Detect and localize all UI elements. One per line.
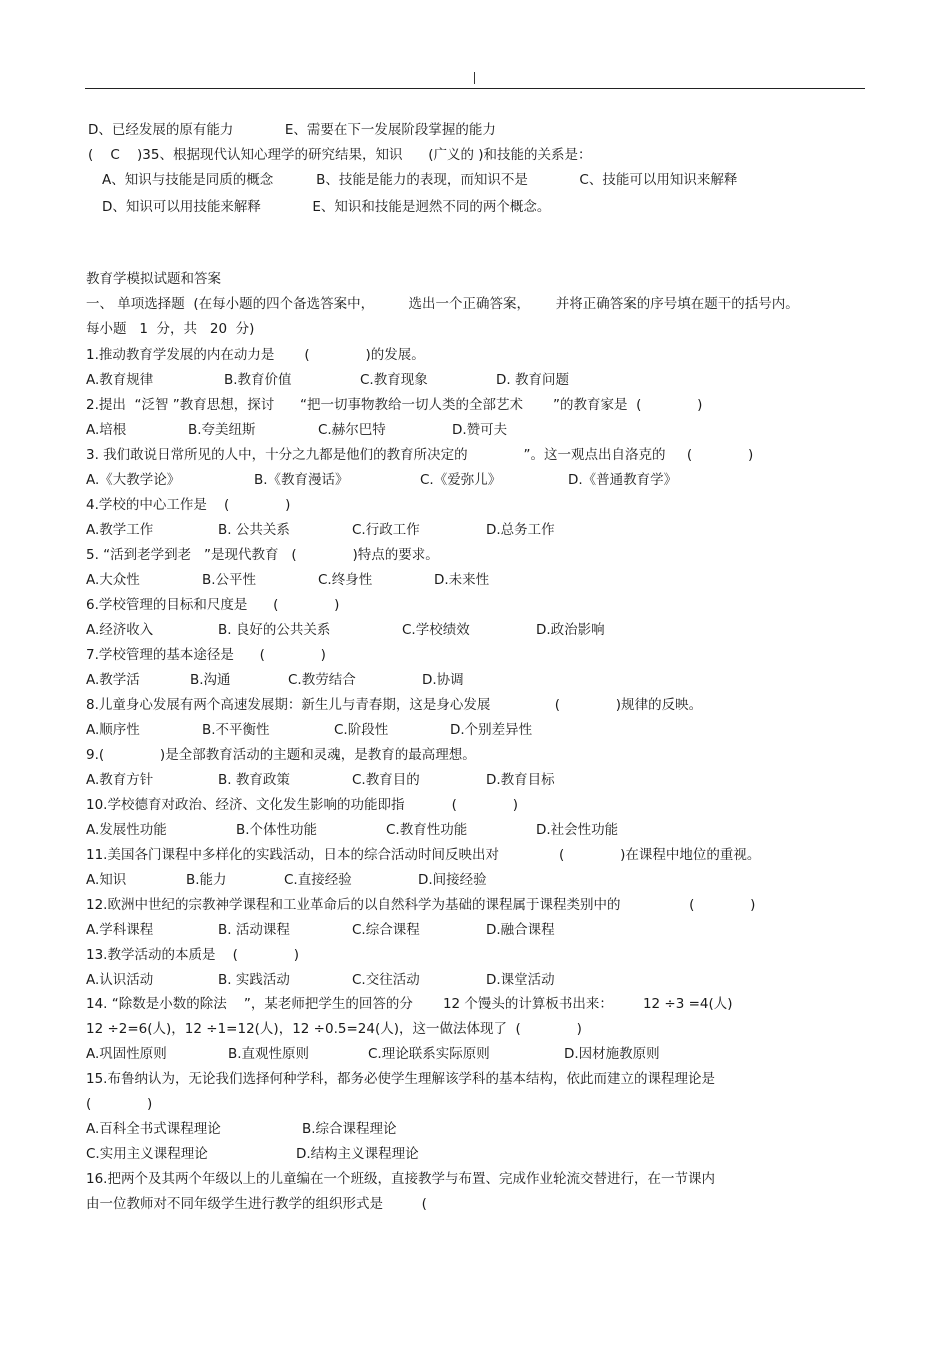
option-c: C.《爱弥儿》 bbox=[420, 472, 502, 488]
instructions-line-1: 一、 单项选择题 (在每小题的四个备选答案中， 选出一个正确答案， 并将正确答案的序号填在题干的括号内。 bbox=[86, 296, 799, 312]
option-b: B.教育价值 bbox=[224, 372, 292, 388]
option-b: B.《教育漫话》 bbox=[254, 472, 349, 488]
prev-options-de2: D、知识可以用技能来解释 E、知识和技能是迥然不同的两个概念。 bbox=[102, 199, 551, 215]
option-d: D.课堂活动 bbox=[486, 972, 555, 988]
question-stem-cont: 由一位教师对不同年级学生进行教学的组织形式是 ( bbox=[86, 1196, 427, 1212]
option-a: A.教学活 bbox=[86, 672, 140, 688]
option-c: C.终身性 bbox=[318, 572, 373, 588]
question-stem: 1.推动教育学发展的内在动力是 ( )的发展。 bbox=[86, 347, 425, 363]
option-c: C.实用主义课程理论 bbox=[86, 1146, 208, 1162]
option-b: B. 教育政策 bbox=[218, 772, 290, 788]
option-d: D.社会性功能 bbox=[536, 822, 619, 838]
option-a: A.教育方针 bbox=[86, 772, 154, 788]
option-d: D. 教育问题 bbox=[496, 372, 569, 388]
question-stem: 10.学校德育对政治、经济、文化发生影响的功能即指 ( ) bbox=[86, 797, 518, 813]
question-stem: 3. 我们敢说日常所见的人中，十分之九都是他们的教育所决定的 ”。这一观点出自洛克的 ( ) bbox=[86, 447, 754, 463]
question-stem-cont: 12 ÷2=6(人)，12 ÷1=12(人)，12 ÷0.5=24(人)，这一做法体现了 ( ) bbox=[86, 1021, 582, 1037]
option-a: A.发展性功能 bbox=[86, 822, 167, 838]
option-c: C.综合课程 bbox=[352, 922, 420, 938]
question-stem: 16.把两个及其两个年级以上的儿童编在一个班级，直接教学与布置、完成作业轮流交替进行，在一节课内 bbox=[86, 1171, 715, 1187]
prev-options-de: D、已经发展的原有能力 E、需要在下一发展阶段掌握的能力 bbox=[88, 122, 496, 138]
option-b: B.公平性 bbox=[202, 572, 257, 588]
option-d: D.间接经验 bbox=[418, 872, 487, 888]
option-a: A.培根 bbox=[86, 422, 127, 438]
prev-options-abc: A、知识与技能是同质的概念 B、技能是能力的表现，而知识不是 C、技能可以用知识来解释 bbox=[102, 172, 738, 188]
option-c: C.行政工作 bbox=[352, 522, 420, 538]
prev-question-35: ( C )35、根据现代认知心理学的研究结果，知识 (广义的 )和技能的关系是： bbox=[88, 147, 592, 163]
option-d: D.融合课程 bbox=[486, 922, 555, 938]
question-stem: 11.美国各门课程中多样化的实践活动，日本的综合活动时间反映出对 ( )在课程中地位的重视。 bbox=[86, 847, 761, 863]
question-stem-cont: ( ) bbox=[86, 1096, 153, 1112]
option-c: C.教育现象 bbox=[360, 372, 428, 388]
option-c: C.教育目的 bbox=[352, 772, 420, 788]
option-b: B. 良好的公共关系 bbox=[218, 622, 331, 638]
question-stem: 8.儿童身心发展有两个高速发展期：新生儿与青春期，这是身心发展 ( )规律的反映。 bbox=[86, 697, 703, 713]
option-b: B. 活动课程 bbox=[218, 922, 290, 938]
option-d: D.教育目标 bbox=[486, 772, 555, 788]
option-b: B.能力 bbox=[186, 872, 227, 888]
option-a: A.教育规律 bbox=[86, 372, 154, 388]
option-b: B.夸美纽斯 bbox=[188, 422, 256, 438]
option-d: D.因材施教原则 bbox=[564, 1046, 660, 1062]
option-a: A.大众性 bbox=[86, 572, 140, 588]
option-a: A.《大教学论》 bbox=[86, 472, 181, 488]
option-b: B.沟通 bbox=[190, 672, 231, 688]
option-d: D.结构主义课程理论 bbox=[296, 1146, 419, 1162]
option-d: D.未来性 bbox=[434, 572, 490, 588]
question-stem: 14. “除数是小数的除法 ”，某老师把学生的回答的分 12 个馒头的计算板书出来： 12 ÷3 =4(人) bbox=[86, 996, 733, 1012]
option-d: D.政治影响 bbox=[536, 622, 605, 638]
question-stem: 7.学校管理的基本途径是 ( ) bbox=[86, 647, 326, 663]
question-stem: 4.学校的中心工作是 ( ) bbox=[86, 497, 291, 513]
option-c: C.阶段性 bbox=[334, 722, 389, 738]
option-d: D.《普通教育学》 bbox=[568, 472, 678, 488]
question-stem: 5. “活到老学到老 ”是现代教育 ( )特点的要求。 bbox=[86, 547, 439, 563]
header-tick bbox=[474, 72, 475, 84]
question-stem: 12.欧洲中世纪的宗教神学课程和工业革命后的以自然科学为基础的课程属于课程类别中的 ( ) bbox=[86, 897, 756, 913]
option-a: A.认识活动 bbox=[86, 972, 154, 988]
header-rule bbox=[85, 88, 865, 89]
question-stem: 15.布鲁纳认为，无论我们选择何种学科，都务必使学生理解该学科的基本结构，依此而建立的课程理论是 bbox=[86, 1071, 715, 1087]
option-d: D.赞可夫 bbox=[452, 422, 508, 438]
option-c: C.理论联系实际原则 bbox=[368, 1046, 490, 1062]
question-stem: 9.( )是全部教育活动的主题和灵魂，是教育的最高理想。 bbox=[86, 747, 476, 763]
option-b: B. 实践活动 bbox=[218, 972, 290, 988]
option-c: C.直接经验 bbox=[284, 872, 352, 888]
option-a: A.教学工作 bbox=[86, 522, 154, 538]
option-a: A.经济收入 bbox=[86, 622, 154, 638]
option-a: A.巩固性原则 bbox=[86, 1046, 167, 1062]
option-a: A.知识 bbox=[86, 872, 127, 888]
option-b: B. 公共关系 bbox=[218, 522, 290, 538]
option-a: A.学科课程 bbox=[86, 922, 154, 938]
question-stem: 6.学校管理的目标和尺度是 ( ) bbox=[86, 597, 340, 613]
question-stem: 2.提出 “泛智 ”教育思想，探讨 “把一切事物教给一切人类的全部艺术 ”的教育家是 ( ) bbox=[86, 397, 703, 413]
question-stem: 13.教学活动的本质是 ( ) bbox=[86, 947, 299, 963]
instructions-line-2: 每小题 1 分，共 20 分) bbox=[86, 321, 255, 337]
option-c: C.教育性功能 bbox=[386, 822, 468, 838]
option-c: C.交往活动 bbox=[352, 972, 420, 988]
option-c: C.赫尔巴特 bbox=[318, 422, 386, 438]
page-title: 教育学模拟试题和答案 bbox=[86, 271, 221, 287]
option-a: A.百科全书式课程理论 bbox=[86, 1121, 221, 1137]
option-c: C.教劳结合 bbox=[288, 672, 356, 688]
option-b: B.直观性原则 bbox=[228, 1046, 310, 1062]
option-d: D.个别差异性 bbox=[450, 722, 533, 738]
option-b: B.综合课程理论 bbox=[302, 1121, 397, 1137]
option-d: D.协调 bbox=[422, 672, 464, 688]
option-b: B.个体性功能 bbox=[236, 822, 318, 838]
option-b: B.不平衡性 bbox=[202, 722, 270, 738]
option-a: A.顺序性 bbox=[86, 722, 140, 738]
option-c: C.学校绩效 bbox=[402, 622, 470, 638]
option-d: D.总务工作 bbox=[486, 522, 555, 538]
